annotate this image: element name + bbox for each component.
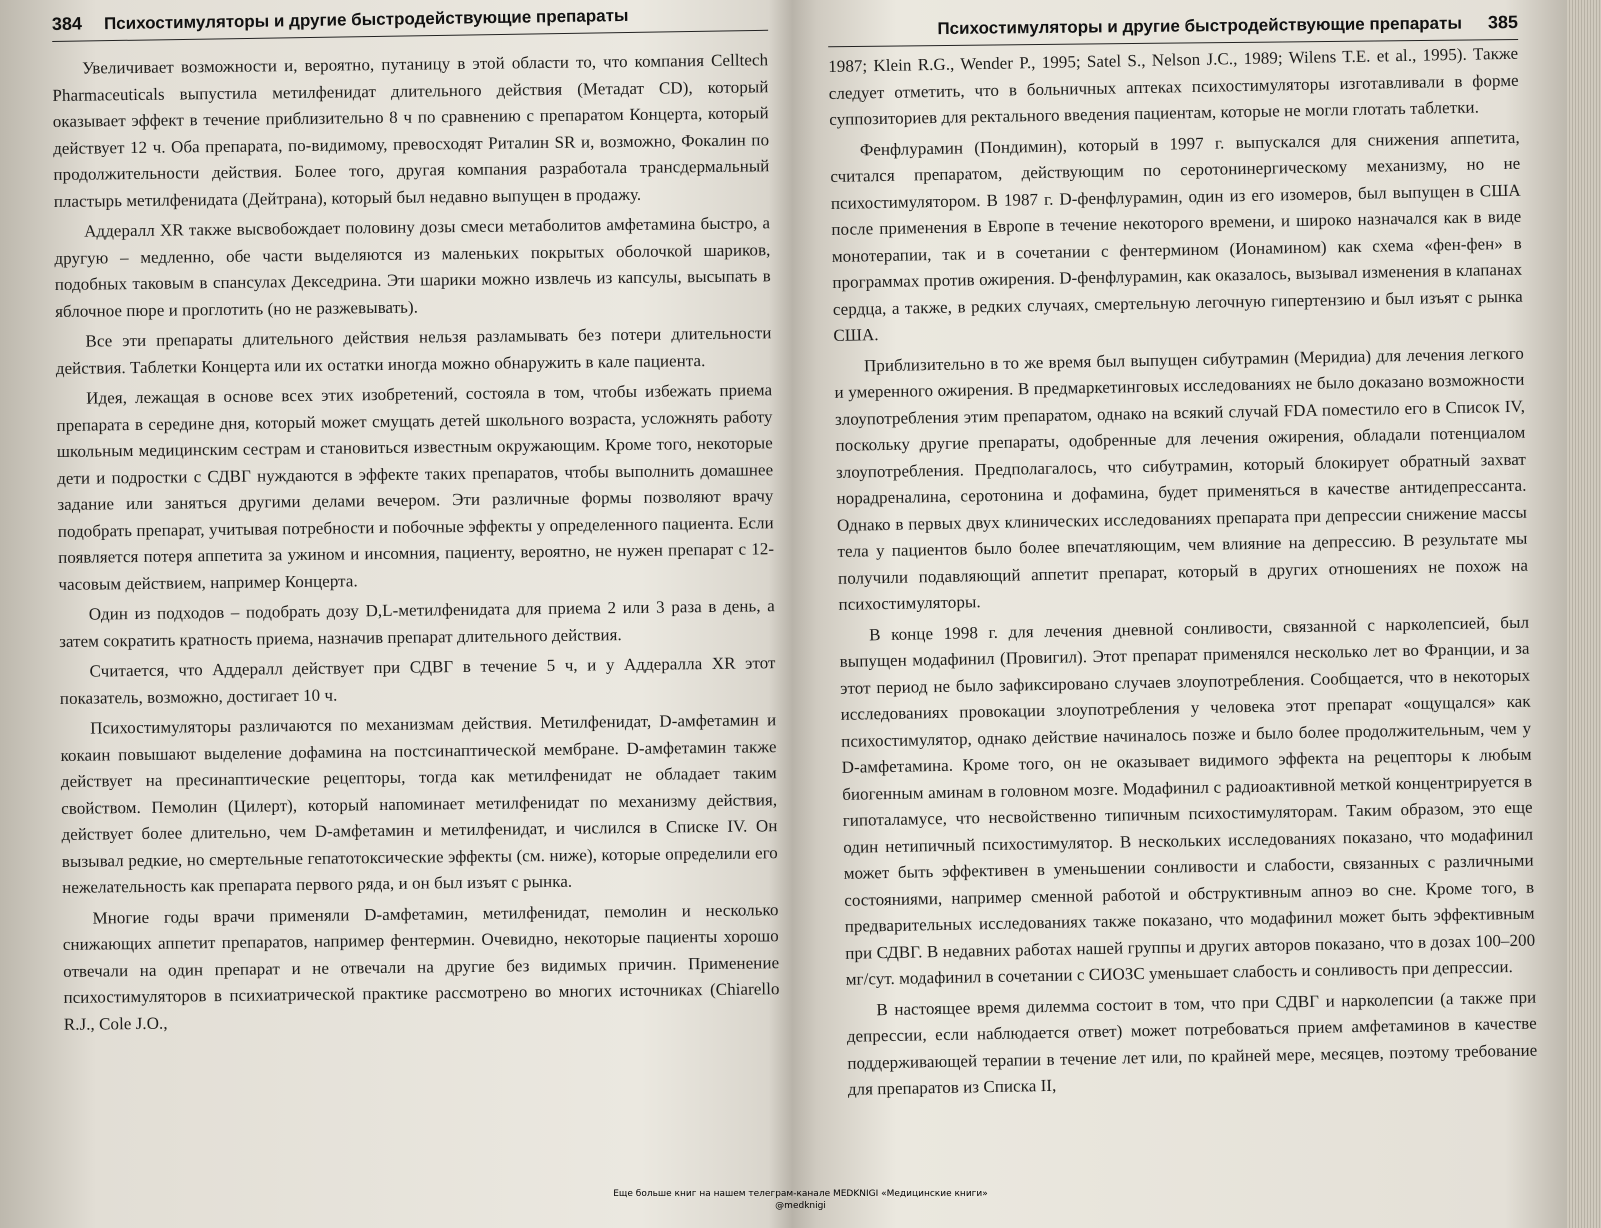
right-page-text [828, 41, 1538, 1104]
left-page [0, 0, 790, 1228]
footer-watermark [0, 1188, 1601, 1212]
right-page [806, 0, 1566, 1228]
right-running-head-title: Психостимуляторы и другие быстродействующие препараты [937, 13, 1463, 39]
continued-paragraph: 1987; Klein R.G., Wender P., 1995; Satel S., Nelson J.C., 1989; Wilens T.E. et al., 1995). Также следует отметить, что в больничных аптеках психостимуляторы изготавливали в форме суппозиториев для ректального введения пациентам, которые не могли глотать таблетки. [828, 43, 1519, 129]
paragraph: Идея, лежащая в основе всех этих изобретений, состояла в том, чтобы избежать приема препарата в середине дня, который может смущать детей школьного возраста, усложнять работу школьным медицинским сестрам и становиться известным окружающим. Кроме того, некоторые дети и подростки с СДВГ нуждаются в эффекте таких препаратов, чтобы выполнить домашнее задание или заняться другими делами вечером. Эти различные формы позволяют врачу подобрать препарат, учитывая потребности и побочные эффекты у определенного пациента. Если появляется потеря аппетита за ужином и инсомния, пациенту, вероятно, не нужен препарат с 12-часовым действием, например Концерта. [56, 380, 775, 594]
left-running-head [52, 3, 768, 42]
paragraph: В конце 1998 г. для лечения дневной сонливости, связанной с нарколепсией, был выпущен модафинил (Провигил). Этот препарат применялся несколько лет во Франции, и за этот период не было зафиксировано случаев злоупотребления. Сообщается, что в некоторых исследованиях провокации злоупотребления у человека этот препарат «ощущался» как психостимулятор, однако действие начиналось позже и было более продолжительным, чем у D-амфетамина. Кроме того, он не оказывает видимого эффекта на рецепторы к любым биогенным аминам в головном мозге. Модафинил с радиоактивной меткой концентрируется в гипоталамусе, что несвойственно типичным психостимуляторам. Таким образом, это еще один нетипичный психостимулятор. В нескольких исследованиях показано, что модафинил может быть эффективен в уменьшении сонливости и слабости, связанных с различными состояниями, например сменной работой и обструктивным апноэ во сне. Кроме того, в предварительных исследованиях также показано, что модафинил может быть эффективным при СДВГ. В недавних работах нашей группы и других авторов показано, что в дозах 100–200 мг/сут. модафинил в сочетании с СИОЗС уменьшает слабость и сонливость при депрессии. [839, 612, 1536, 989]
footer-line-1: Еще больше книг на нашем телеграм-канале MEDKNIGI «Медицинские книги» [613, 1189, 988, 1199]
page-edges [1567, 0, 1601, 1228]
footer-line-2: @medknigi [775, 1201, 826, 1211]
left-page-number: 384 [51, 13, 83, 34]
paragraph: В настоящее время дилемма состоит в том, что при СДВГ и нарколепсии (а также при депрессии, если наблюдается ответ) может потребоваться прием амфетаминов в качестве поддерживающей терапии в течение лет или, по крайней мере, месяцев, поэтому требование для препаратов из Списка II, [846, 987, 1538, 1099]
paragraph: Все эти препараты длительного действия нельзя разламывать без потери длительности действия. Таблетки Концерта или их остатки иногда можно обнаружить в кале пациента. [55, 323, 772, 378]
left-running-head-title: Психостимуляторы и другие быстродействующие препараты [103, 5, 629, 34]
paragraph: Один из подходов – подобрать дозу D,L-метилфенидата для приема 2 или 3 раза в день, а затем сократить кратность приема, назначив препарат длительного действия. [59, 596, 775, 651]
right-page-number: 385 [1487, 12, 1519, 33]
paragraph: Многие годы врачи применяли D-амфетамин, метилфенидат, пемолин и несколько снижающих аппетит препаратов, например фентермин. Очевидно, некоторые пациенты хорошо отвечали на один препарат и не отвечали на другие без видимых причин. Применение психостимуляторов в психиатрической практике рассмотрено во многих источниках (Chiarello R.J., Cole J.O., [62, 899, 780, 1034]
paragraph: Аддералл XR также высвобождает половину дозы смеси метаболитов амфетамина быстро, а другую – медленно, обе части выделяются из маленьких покрытых оболочкой шариков, подобных таковым в спансулах Декседрина. Эти шарики можно извлечь из капсулы, высыпать в яблочное пюре и проглотить (но не разжевывать). [54, 213, 771, 321]
paragraph: Увеличивает возможности и, вероятно, путаницу в этой области то, что компания Celltech Pharmaceuticals выпустила метилфенидат длительного действия (Метадат CD), который оказывает эффект в течение приблизительно 8 ч по сравнению с препаратом Концерта, который действует 12 ч. Оба препарата, по-видимому, превосходят Риталин SR и, возможно, Фокалин по продолжительности действия. Более того, другая компания разработала трансдермальный пластырь метилфенидата (Дейтрана), который был недавно выпущен в продажу. [52, 50, 770, 211]
paragraph: Считается, что Аддералл действует при СДВГ в течение 5 ч, и у Аддералла XR этот показатель, возможно, достигает 10 ч. [59, 653, 776, 708]
paragraph: Приблизительно в то же время был выпущен сибутрамин (Меридиа) для лечения легкого и умеренного ожирения. В предмаркетинговых исследованиях не было доказано возможности злоупотребления этим препаратом, однако на всякий случай FDA поместило его в Список IV, поскольку другие препараты, одобренные для лечения ожирения, обладали потенциалом злоупотребления. Предполагалось, что сибутрамин, который блокирует обратный захват норадреналина, серотонина и дофамина, будет применяться в качестве антидепрессанта. Однако в первых двух клинических исследованиях препарата при депрессии снижение массы тела у пациентов было более впечатляющим, чем влияние на депрессию. В результате мы получили подавляющий аппетит препарат, который в других отношениях не похож на психостимуляторы. [834, 343, 1529, 614]
paragraph: Фенфлурамин (Пондимин), который в 1997 г. выпускался для снижения аппетита, считался препаратом, действующим по серотонинергическому механизму, но не психостимулятором. В 1987 г. D-фенфлурамин, один из его изомеров, был выпущен в США после применения в Европе в течение некоторого времени, и широко назначался как в виде монотерапии, так и в сочетании с фентермином (Ионамином) как схема «фен-фен» в программах против ожирения. D-фенфлурамин, как оказалось, вызывал изменения в клапанах сердца, а также, в редких случаях, смертельную легочную гипертензию и был изъят с рынка США. [830, 127, 1523, 345]
paragraph: Психостимуляторы различаются по механизмам действия. Метилфенидат, D-амфетамин и кокаин повышают выделение дофамина на постсинаптической мембране. D-амфетамин также действует на пресинаптические рецепторы, тогда как метилфенидат не обладает таким свойством. Пемолин (Цилерт), который напоминает метилфенидат по механизму действия, действует более длительно, чем D-амфетамин и метилфенидат, и числился в Списке IV. Он вызывал редкие, но смертельные гепатотоксические эффекты (см. ниже), которые определили его нежелательность как препарата первого ряда, и он был изъят с рынка. [60, 710, 778, 897]
left-page-text [52, 47, 780, 1038]
